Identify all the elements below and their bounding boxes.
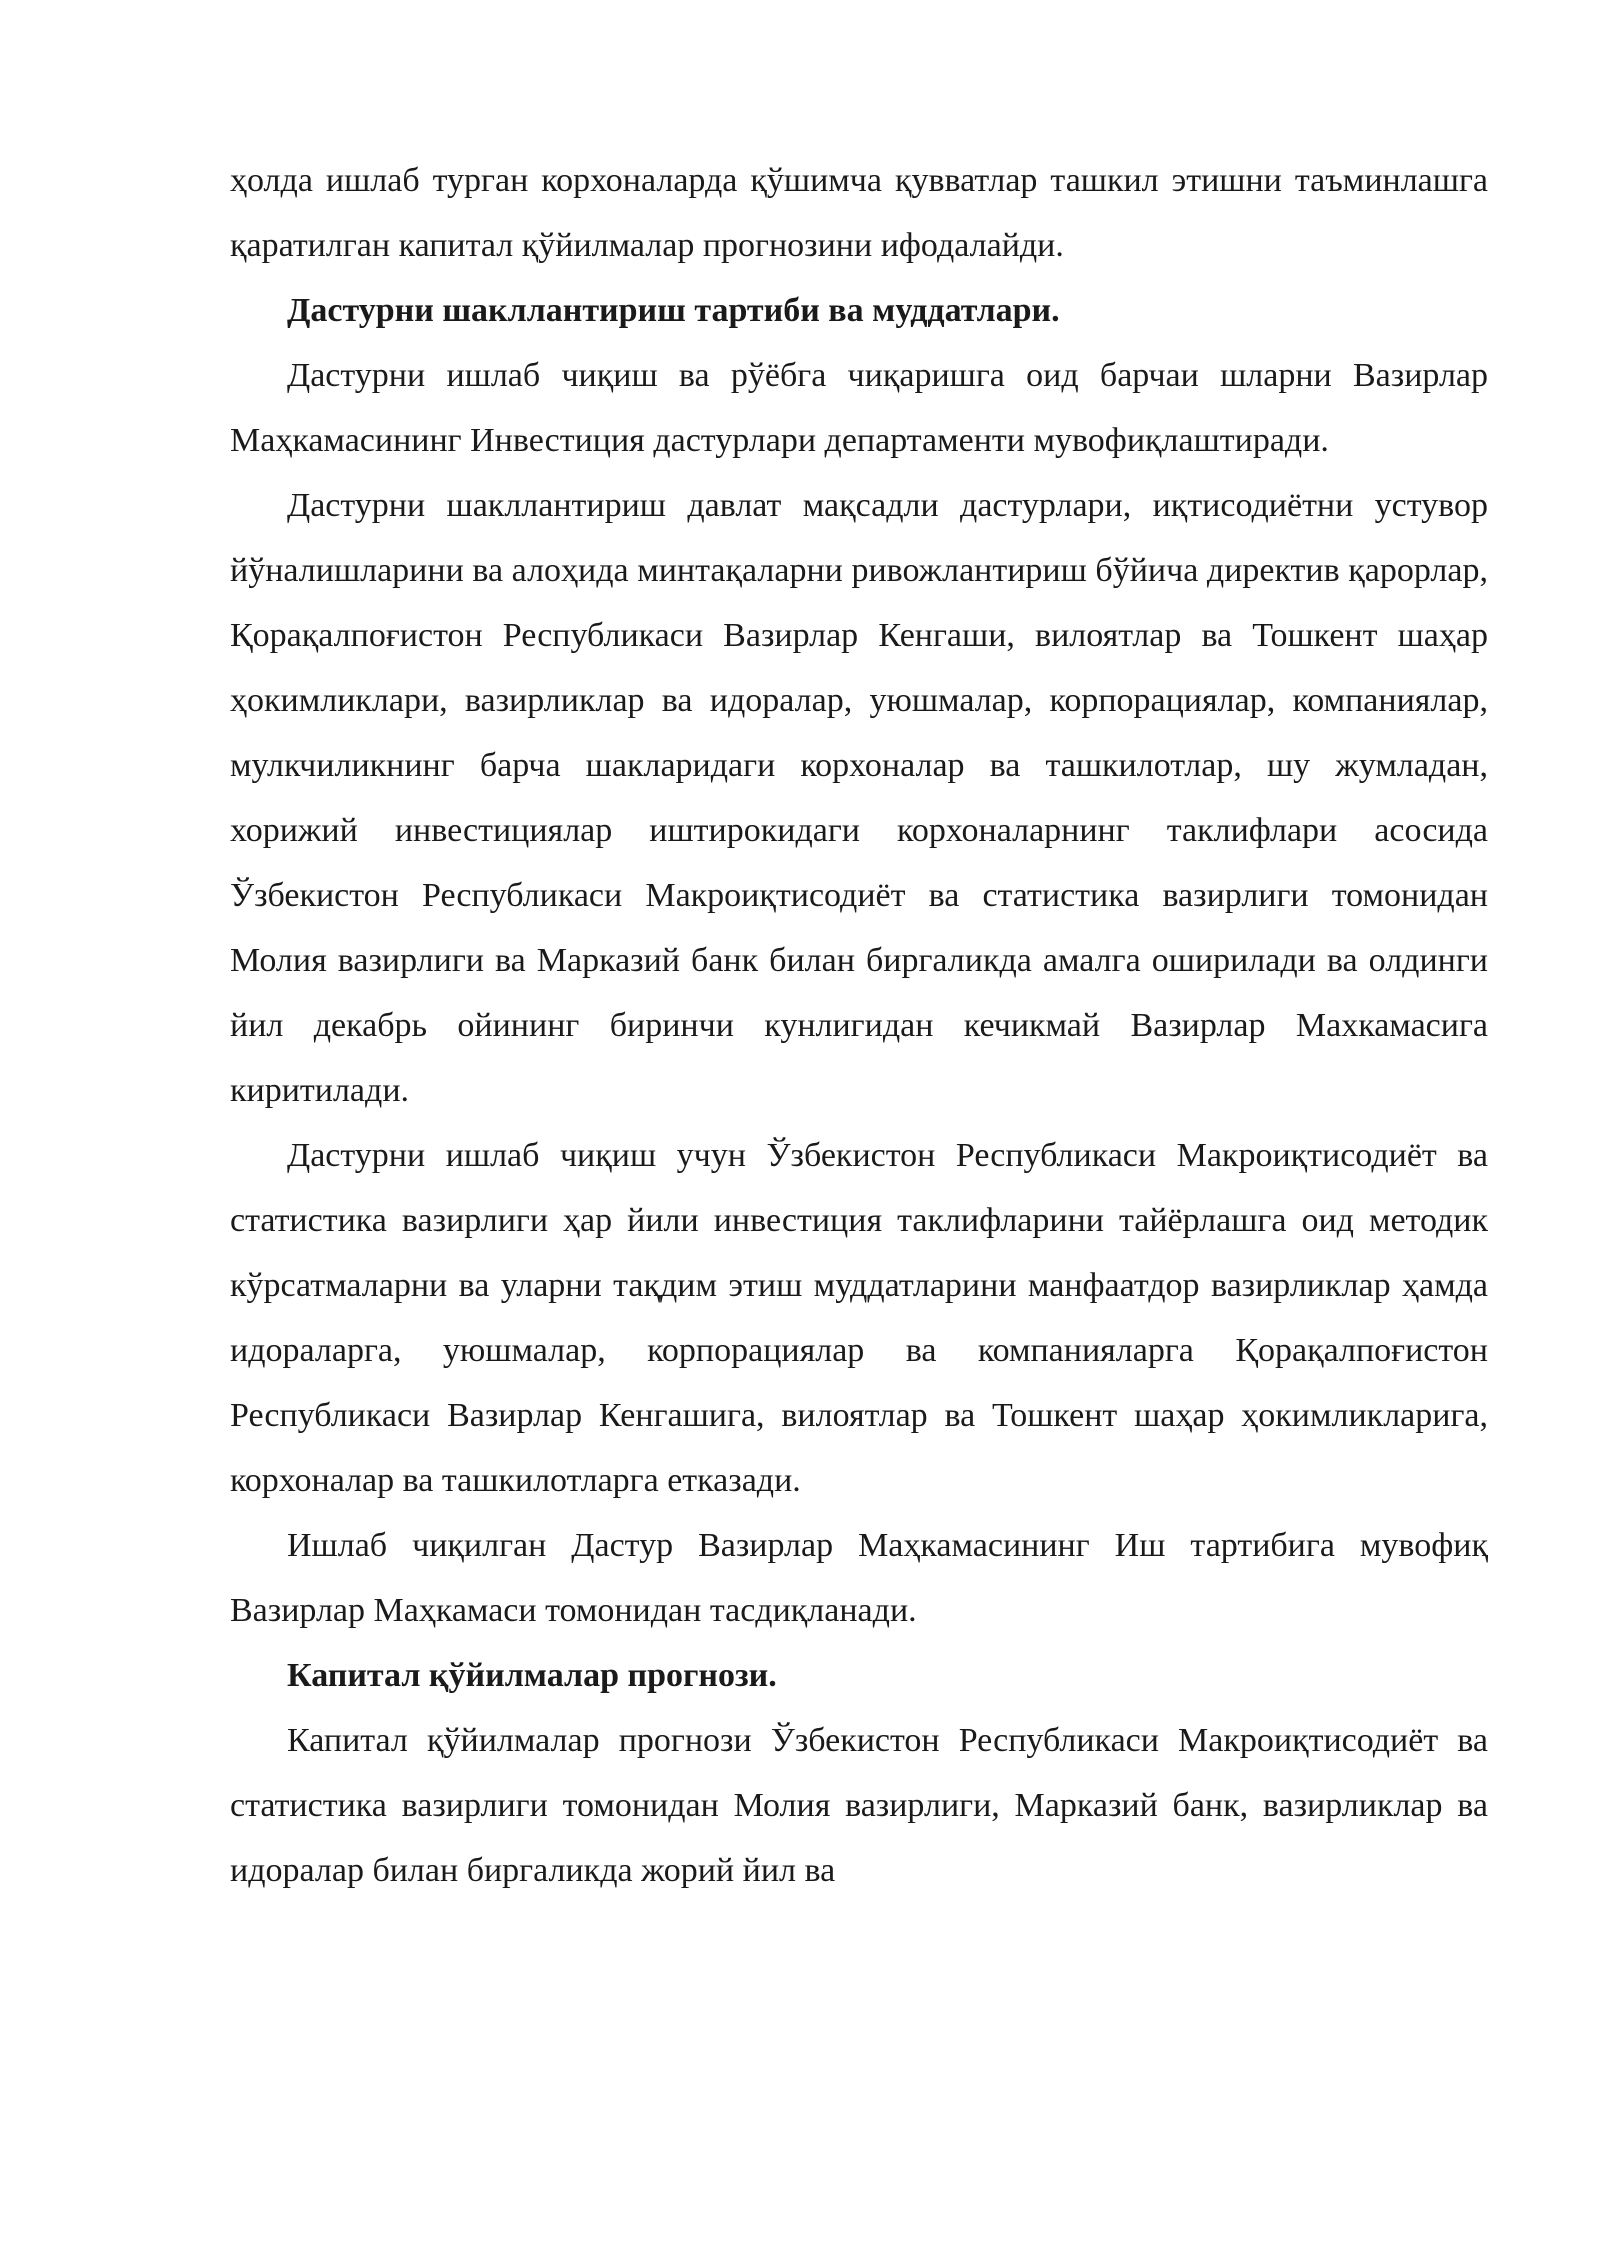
paragraph-formation: Дастурни шакллантириш давлат мақсадли дастурлари, иқтисодиётни устувор йўналишларини ва алоҳида минтақаларни ривожлантириш бўйича директив қарорлар, Қорақалпоғистон Республикаси Вазирлар Кенгаши, вилоятлар ва Тошкент шаҳар ҳокимликлари, вазирликлар ва идоралар, уюшмалар, корпорациялар, компаниялар, мулкчиликнинг барча шакларидаги корхоналар ва ташкилотлар, шу жумладан, хорижий инвестициялар иштирокидаги корхоналарнинг таклифлари асосида Ўзбекистон Республикаси Макроиқтисодиёт ва статистика вазирлиги томонидан Молия вазирлиги ва Марказий банк билан биргаликда амалга оширилади ва олдинги йил декабрь ойининг биринчи кунлигидан кечикмай Вазирлар Махкамасига киритилади. [230,487,1488,1109]
paragraph-capital-forecast: Капитал қўйилмалар прогнози Ўзбекистон Республикаси Макроиқтисодиёт ва статистика вазирлиги томонидан Молия вазирлиги, Марказий банк, вазирликлар ва идоралар билан биргаликда жорий йил ва [230,1722,1488,1889]
section-heading-formation-procedure: Дастурни шакллантириш тартиби ва муддатлари. [287,292,1060,329]
document-page [230,148,1488,1903]
paragraph-continuation: ҳолда ишлаб турган корхоналарда қўшимча қувватлар ташкил этишни таъминлашга қаратилган капитал қўйилмалар прогнозини ифодалайди. [230,162,1488,264]
paragraph-coordination: Дастурни ишлаб чиқиш ва рўёбга чиқаришга оид барчаи шларни Вазирлар Маҳкамасининг Инвестиция дастурлари департаменти мувофиқлаштиради. [230,357,1488,459]
section-heading-capital-forecast: Капитал қўйилмалар прогнози. [287,1657,777,1694]
paragraph-methodical-guidance: Дастурни ишлаб чиқиш учун Ўзбекистон Республикаси Макроиқтисодиёт ва статистика вазирлиги ҳар йили инвестиция таклифларини тайёрлашга оид методик кўрсатмаларни ва уларни тақдим этиш муддатларини манфаатдор вазирликлар ҳамда идораларга, уюшмалар, корпорациялар ва компанияларга Қорақалпоғистон Республикаси Вазирлар Кенгашига, вилоятлар ва Тошкент шаҳар ҳокимликларига, корхоналар ва ташкилотларга етказади. [230,1137,1488,1499]
paragraph-approval: Ишлаб чиқилган Дастур Вазирлар Маҳкамасининг Иш тартибига мувофиқ Вазирлар Маҳкамаси томонидан тасдиқланади. [230,1527,1488,1629]
